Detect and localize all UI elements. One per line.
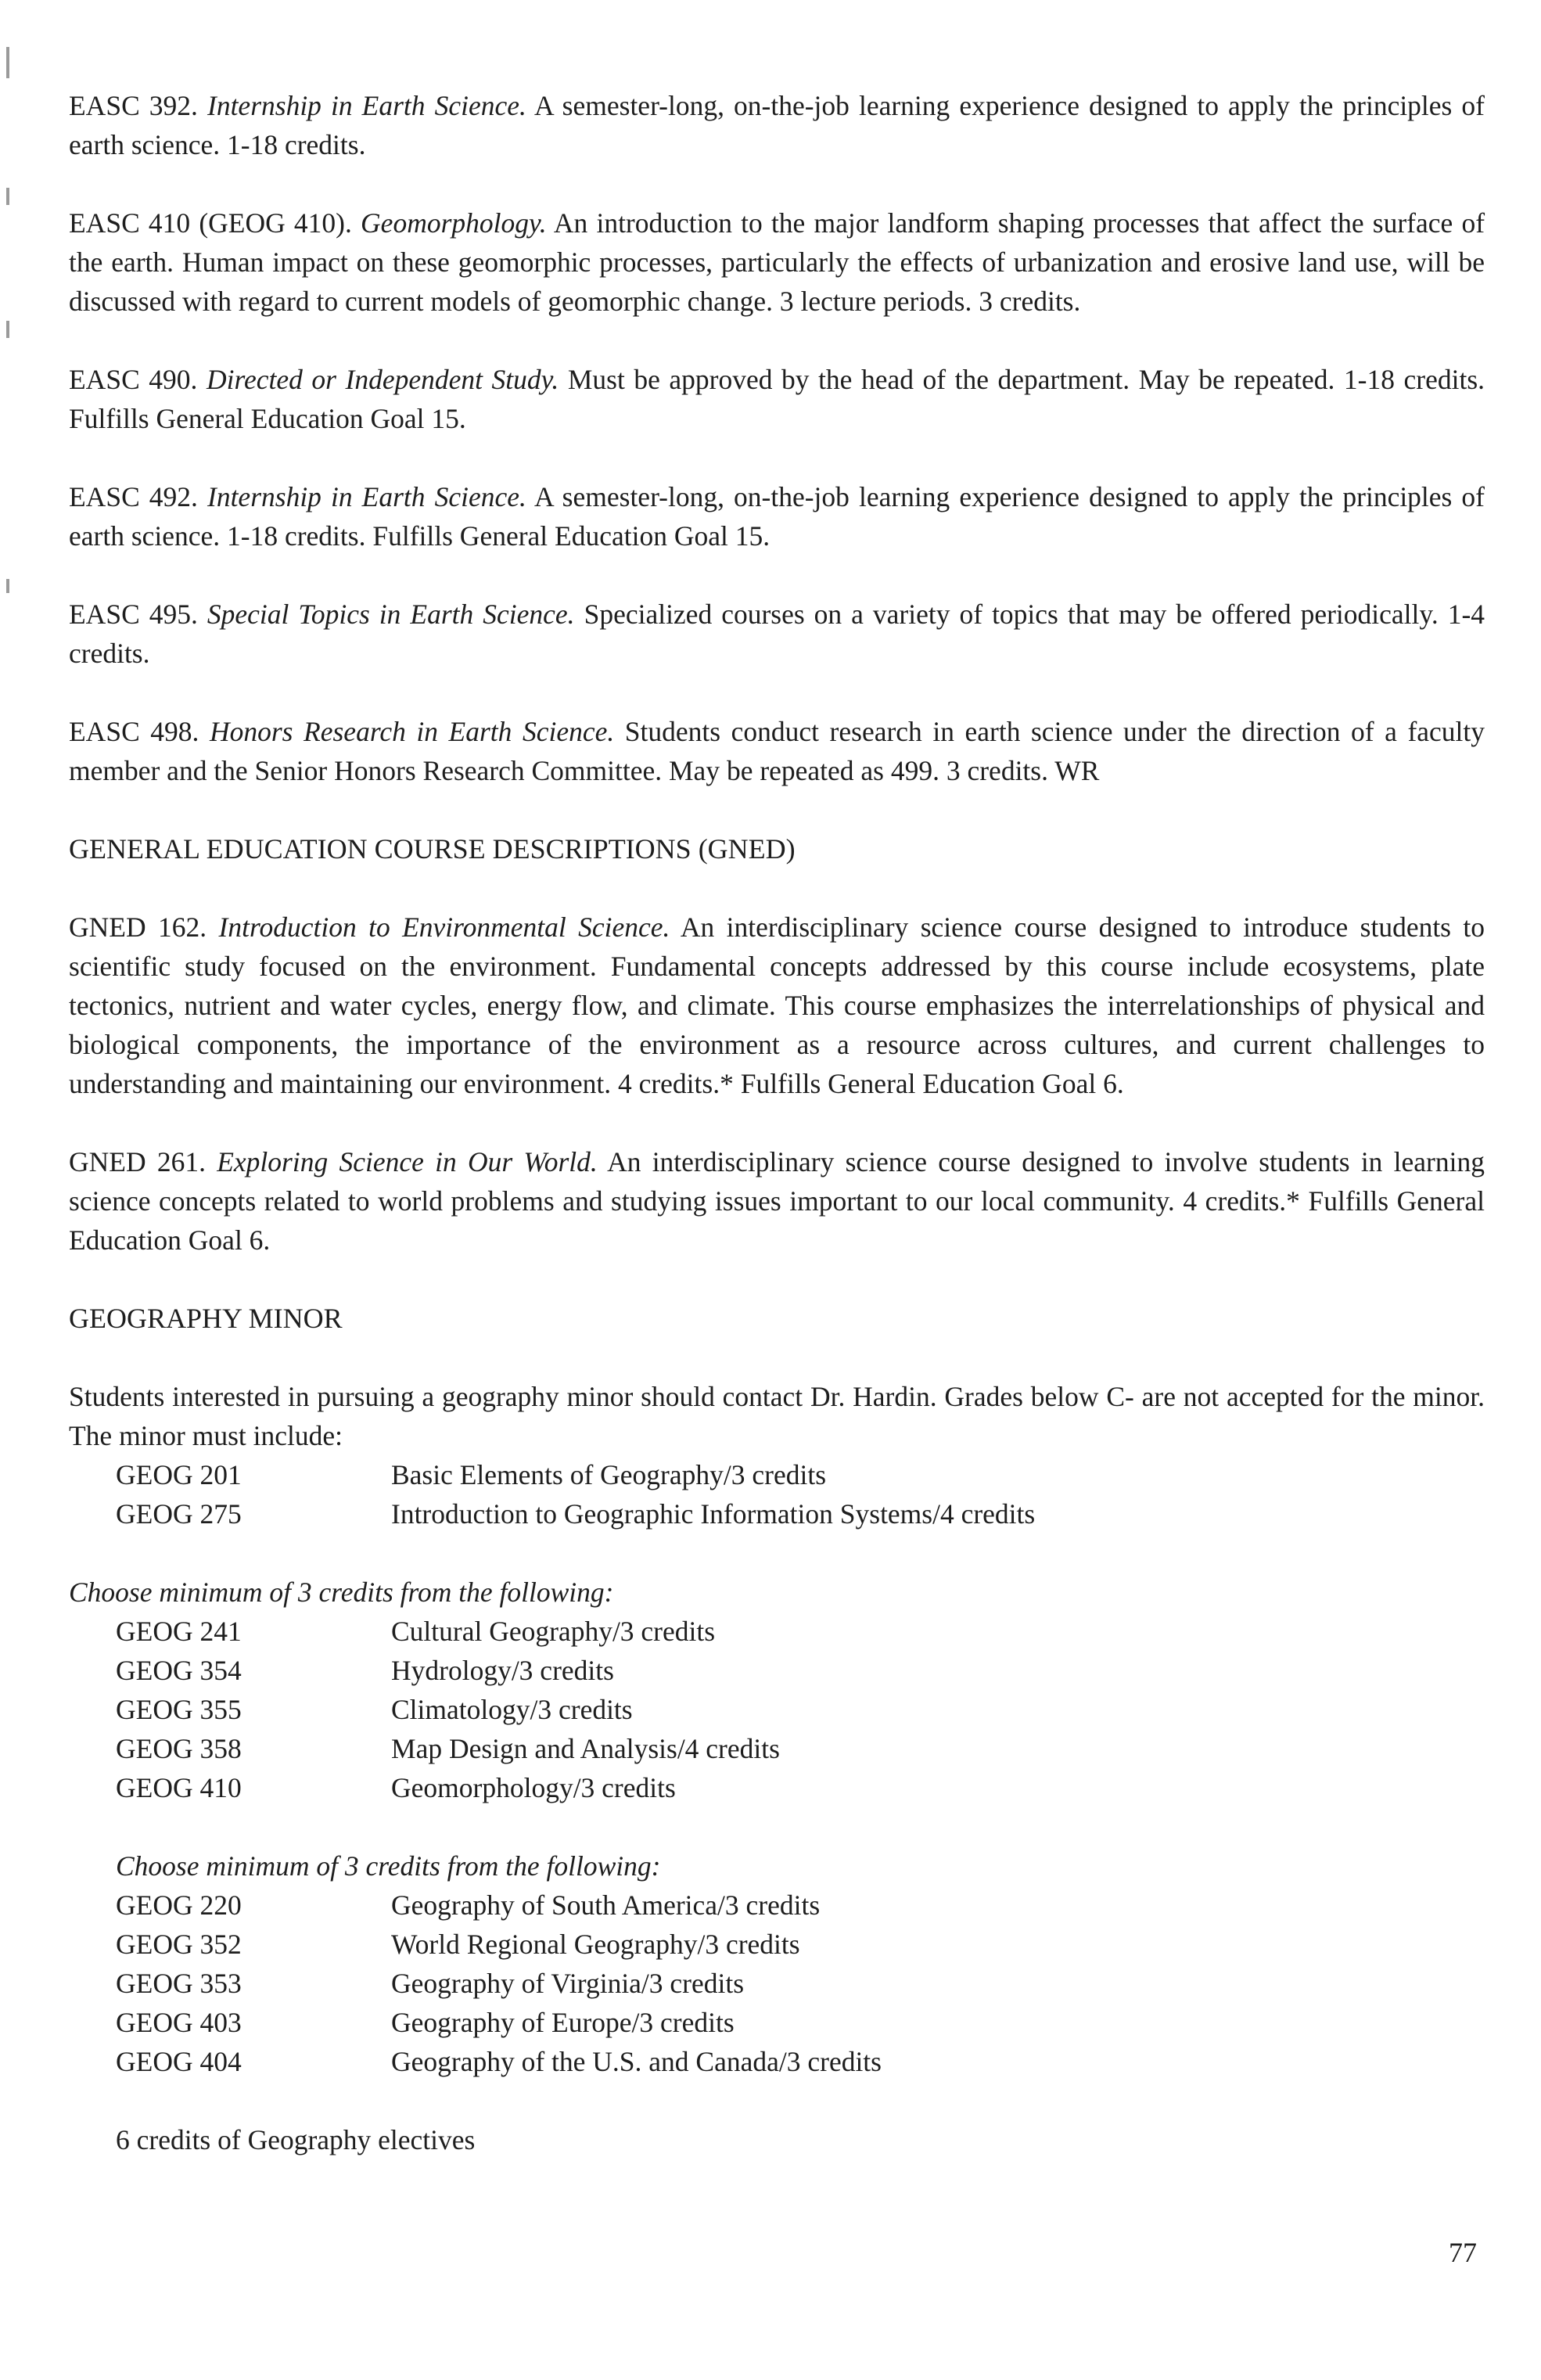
- course-name-credits: World Regional Geography/3 credits: [391, 1929, 800, 1960]
- document-page: [69, 86, 1485, 2159]
- course-name-credits: Geomorphology/3 credits: [391, 1772, 676, 1803]
- course-entry: [69, 360, 1485, 438]
- course-code: GEOG 355: [116, 1694, 242, 1725]
- course-code: EASC 498.: [69, 716, 199, 747]
- course-code: GEOG 220: [116, 1889, 242, 1921]
- course-code: GNED 261.: [69, 1146, 206, 1177]
- course-row: [69, 2042, 1485, 2081]
- course-row: [69, 1886, 1485, 1925]
- elective-group-2-list: [69, 1886, 1485, 2081]
- course-row: [69, 1690, 1485, 1729]
- scan-mark: [6, 47, 9, 78]
- course-row: [69, 1612, 1485, 1651]
- course-description: A semester-long, on-the-job learning experience designed to apply the principles of earth science. 1-18 credits. Fulfills General Education Goal 15.: [69, 481, 1485, 552]
- course-description: An interdisciplinary science course designed to involve students in learning science concepts related to world problems and studying issues important to our local community. 4 credits.* Fulfills General Education Goal 6.: [69, 1146, 1485, 1256]
- course-row: [69, 2003, 1485, 2042]
- course-row: [69, 1768, 1485, 1807]
- course-code: GEOG 241: [116, 1616, 242, 1647]
- course-name-credits: Geography of Virginia/3 credits: [391, 1968, 745, 1999]
- course-name-credits: Geography of Europe/3 credits: [391, 2007, 735, 2038]
- course-row: [69, 1964, 1485, 2003]
- course-code: EASC 495.: [69, 599, 198, 630]
- course-description: A semester-long, on-the-job learning experience designed to apply the principles of earth science. 1-18 credits.: [69, 90, 1485, 160]
- course-entry: [69, 712, 1485, 790]
- course-name-credits: Basic Elements of Geography/3 credits: [391, 1459, 827, 1490]
- course-code: EASC 492.: [69, 481, 198, 512]
- choose-label-group-1: Choose minimum of 3 credits from the following:: [69, 1576, 614, 1608]
- course-title: Internship in Earth Science.: [207, 90, 526, 121]
- course-entry: [69, 1142, 1485, 1260]
- page-number: 77: [1449, 2237, 1477, 2268]
- course-title: Internship in Earth Science.: [207, 481, 526, 512]
- section-heading-geography-minor: GEOGRAPHY MINOR: [69, 1303, 343, 1334]
- minor-intro: Students interested in pursuing a geography minor should contact Dr. Hardin. Grades below C- are not accepted for the minor. The minor must include:: [69, 1381, 1485, 1451]
- course-row: [69, 1494, 1485, 1533]
- course-entry: [69, 595, 1485, 673]
- course-entry: [69, 477, 1485, 555]
- course-code: EASC 410 (GEOG 410).: [69, 207, 352, 239]
- elective-group-1-list: [69, 1612, 1485, 1807]
- course-name-credits: Hydrology/3 credits: [391, 1655, 614, 1686]
- course-name-credits: Climatology/3 credits: [391, 1694, 633, 1725]
- scan-mark: [6, 321, 9, 338]
- course-row: [69, 1925, 1485, 1964]
- course-code: GEOG 358: [116, 1733, 242, 1764]
- course-name-credits: Introduction to Geographic Information Systems/4 credits: [391, 1498, 1036, 1530]
- course-description: Students conduct research in earth science under the direction of a faculty member and the Senior Honors Research Committee. May be repeated as 499. 3 credits. WR: [69, 716, 1485, 786]
- course-code: GEOG 353: [116, 1968, 242, 1999]
- course-title: Introduction to Environmental Science.: [218, 911, 670, 943]
- course-code: GEOG 404: [116, 2046, 242, 2077]
- course-code: GEOG 403: [116, 2007, 242, 2038]
- course-code: GEOG 354: [116, 1655, 242, 1686]
- course-row: [69, 1455, 1485, 1494]
- course-title: Directed or Independent Study.: [206, 364, 559, 395]
- course-code: GEOG 352: [116, 1929, 242, 1960]
- course-name-credits: Geography of the U.S. and Canada/3 credits: [391, 2046, 882, 2077]
- course-description: Must be approved by the head of the department. May be repeated. 1-18 credits. Fulfills General Education Goal 15.: [69, 364, 1485, 434]
- course-code: GNED 162.: [69, 911, 207, 943]
- course-title: Geomorphology.: [361, 207, 547, 239]
- course-code: EASC 392.: [69, 90, 198, 121]
- course-title: Honors Research in Earth Science.: [209, 716, 615, 747]
- course-entry: [69, 86, 1485, 164]
- course-entry: [69, 203, 1485, 321]
- course-entry: [69, 908, 1485, 1103]
- course-code: GEOG 410: [116, 1772, 242, 1803]
- course-code: EASC 490.: [69, 364, 198, 395]
- scan-mark: [6, 188, 9, 205]
- course-description: Specialized courses on a variety of topics that may be offered periodically. 1-4 credits.: [69, 599, 1485, 669]
- course-row: [69, 1651, 1485, 1690]
- course-code: GEOG 201: [116, 1459, 242, 1490]
- course-name-credits: Geography of South America/3 credits: [391, 1889, 821, 1921]
- required-course-list: [69, 1455, 1485, 1533]
- section-heading-gned: GENERAL EDUCATION COURSE DESCRIPTIONS (GNED): [69, 833, 796, 865]
- course-row: [69, 1729, 1485, 1768]
- course-description: An interdisciplinary science course designed to introduce students to scientific study focused on the environment. Fundamental concepts addressed by this course include ecosystems, plate tectonics, nutrient and water cycles, energy flow, and climate. This course emphasizes the interrelationships of physical and biological components, the importance of the environment as a resource across cultures, and current challenges to understanding and maintaining our environment. 4 credits.* Fulfills General Education Goal 6.: [69, 911, 1485, 1099]
- choose-label-group-2: Choose minimum of 3 credits from the following:: [116, 1850, 661, 1882]
- course-title: Special Topics in Earth Science.: [207, 599, 575, 630]
- scan-mark: [6, 579, 9, 593]
- course-description: An introduction to the major landform shaping processes that affect the surface of the earth. Human impact on these geomorphic processes, particularly the effects of urbanization and erosive land use, will be discussed with regard to current models of geomorphic change. 3 lecture periods. 3 credits.: [69, 207, 1485, 317]
- electives-note: 6 credits of Geography electives: [116, 2124, 476, 2155]
- course-code: GEOG 275: [116, 1498, 242, 1530]
- course-name-credits: Cultural Geography/3 credits: [391, 1616, 716, 1647]
- course-title: Exploring Science in Our World.: [217, 1146, 598, 1177]
- course-name-credits: Map Design and Analysis/4 credits: [391, 1733, 780, 1764]
